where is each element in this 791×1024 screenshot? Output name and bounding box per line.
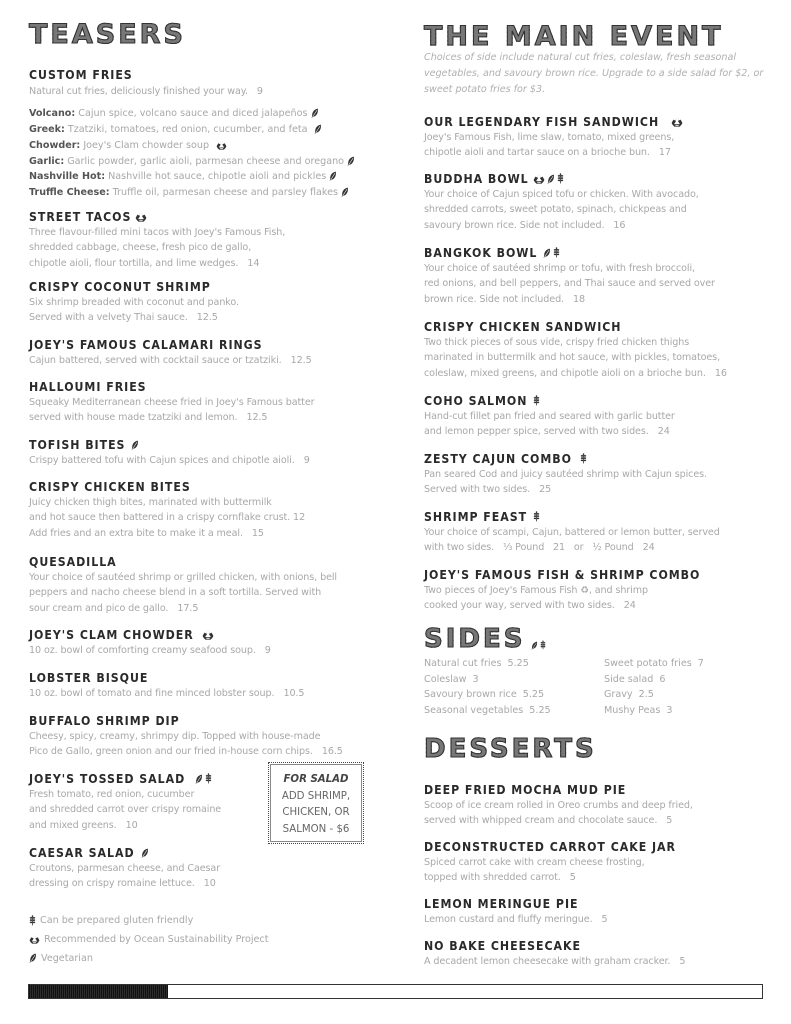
item-description: Cheesy, spicy, creamy, shrimpy dip. Topped with house-made Pico de Gallo, green onion and our fried in-house corn chips. 16.5 <box>29 731 343 758</box>
menu-item-quesadilla <box>29 551 399 616</box>
item-name: CRISPY COCONUT SHRIMP <box>29 279 211 294</box>
vegetarian-icon <box>329 171 337 181</box>
item-price: 16 <box>714 367 727 379</box>
item-name: DEEP FRIED MOCHA MUD PIE <box>424 782 627 797</box>
item-name: JOEY'S FAMOUS FISH & SHRIMP COMBO <box>424 567 701 582</box>
teasers-heading: TEASERS <box>29 19 186 50</box>
item-name: HALLOUMI FRIES <box>29 379 147 394</box>
side-item: Natural cut fries 5.25 <box>424 658 529 669</box>
item-name: ZESTY CAJUN COMBO <box>424 451 572 466</box>
menu-item-clam-chowder <box>29 624 399 658</box>
item-price: 17.5 <box>177 602 199 614</box>
item-name: BANGKOK BOWL <box>424 245 538 260</box>
item-price: 16 <box>613 219 626 231</box>
menu-item-shrimp-feast <box>424 506 774 556</box>
desserts-heading: DESSERTS <box>424 734 597 764</box>
legend-ocean-sustainable: Recommended by Ocean Sustainability Project <box>29 930 399 949</box>
custom-fries-options <box>29 106 399 201</box>
item-price: 15 <box>251 527 264 539</box>
menu-item-coho-salmon <box>424 390 774 440</box>
item-description: Squeaky Mediterranean cheese fried in Joey's Famous batter served with house made tzatziki and lemon. 12.5 <box>29 397 315 424</box>
item-price: 5 <box>666 815 673 827</box>
gluten-friendly-icon <box>29 915 36 926</box>
vegetarian-icon <box>195 774 203 784</box>
menu-item-bangkok-bowl <box>424 242 774 307</box>
item-name: TOFISH BITES <box>29 437 126 452</box>
item-name: LEMON MERINGUE PIE <box>424 896 579 911</box>
item-description: Natural cut fries, deliciously finished your way. 9 <box>29 86 263 97</box>
side-item: Coleslaw 3 <box>424 673 479 685</box>
item-name: JOEY'S TOSSED SALAD <box>29 771 186 786</box>
item-price: 25 <box>539 484 552 496</box>
item-price: 9 <box>264 645 271 656</box>
main-event-intro: Choices of side include natural cut fries, coleslaw, fresh seasonal vegetables, and savoury brown rice. Upgrade to a side salad for $2, or sweet potato fries for $3. <box>424 52 764 95</box>
menu-item-carrot-cake-jar <box>424 836 774 886</box>
menu-item-street-tacos <box>29 206 399 271</box>
legend-gluten-friendly: Can be prepared gluten friendly <box>29 911 399 930</box>
item-name: SHRIMP FEAST <box>424 509 528 524</box>
menu-item-buddha-bowl <box>424 168 774 233</box>
item-description: 10 oz. bowl of comforting creamy seafood soup. 9 <box>29 645 271 656</box>
menu-item-crispy-chicken-sandwich <box>424 316 774 381</box>
legend-vegetarian: Vegetarian <box>29 949 399 968</box>
ocean-sustainable-icon <box>216 140 227 150</box>
item-name: DECONSTRUCTED CARROT CAKE JAR <box>424 839 676 854</box>
item-description: Pan seared Cod and juicy sautéed shrimp with Cajun spices. Served with two sides. 25 <box>424 469 708 496</box>
item-price: 10 <box>203 878 216 890</box>
ocean-sustainable-icon <box>202 629 214 640</box>
side-item: Seasonal vegetables 5.25 <box>424 704 551 716</box>
item-name: BUDDHA BOWL <box>424 171 529 186</box>
gluten-friendly-icon <box>540 640 546 650</box>
item-description: Spiced carrot cake with cream cheese frosting, topped with shredded carrot. 5 <box>424 857 645 884</box>
gluten-friendly-icon <box>533 511 540 522</box>
item-name: NO BAKE CHEESECAKE <box>424 938 581 953</box>
item-price: 12.5 <box>246 412 268 424</box>
item-description: Croutons, parmesan cheese, and Caesar dressing on crispy romaine lettuce. 10 <box>29 863 221 890</box>
fries-option-chowder: Chowder: Joey's Clam chowder soup <box>29 138 399 154</box>
menu-item-crispy-chicken-bites <box>29 476 399 541</box>
item-description: Three flavour-filled mini tacos with Joey's Famous Fish, shredded cabbage, cheese, fresh pico de gallo, chipotle aioli, flour tortilla, and lime wedges. 14 <box>29 227 286 269</box>
item-description: Lemon custard and fluffy meringue. 5 <box>424 914 608 925</box>
item-name: QUESADILLA <box>29 554 117 569</box>
menu-item-calamari-rings <box>29 334 399 368</box>
item-name: OUR LEGENDARY FISH SANDWICH <box>424 114 660 129</box>
item-name: CUSTOM FRIES <box>29 67 133 82</box>
menu-item-tossed-salad <box>29 768 269 833</box>
gluten-friendly-icon <box>205 773 212 784</box>
item-price: 16.5 <box>321 746 343 758</box>
fries-option-nashville-hot: Nashville Hot: Nashville hot sauce, chipotle aioli and pickles <box>29 169 399 185</box>
item-description: Two pieces of Joey's Famous Fish ♻, and shrimp cooked your way, served with two sides. 24 <box>424 585 648 612</box>
item-price: 24 <box>657 426 670 438</box>
item-name: CAESAR SALAD <box>29 845 135 860</box>
vegetarian-icon <box>141 848 149 858</box>
item-description: A decadent lemon cheesecake with graham cracker. 5 <box>424 956 686 967</box>
item-description: Your choice of sautéed shrimp or tofu, with fresh broccoli, red onions, and bell peppers, and Thai sauce and served over brown rice. Side not included. 18 <box>424 263 715 305</box>
gluten-friendly-icon <box>533 395 540 406</box>
side-item: Side salad 6 <box>604 673 666 685</box>
side-item: Sweet potato fries 7 <box>604 658 704 669</box>
item-price: 10 <box>125 819 138 831</box>
item-description: Joey's Famous Fish, lime slaw, tomato, mixed greens, chipotle aioli and tartar sauce on a brioche bun. 17 <box>424 132 675 159</box>
menu-item-lobster-bisque <box>29 667 399 701</box>
item-name: CRISPY CHICKEN SANDWICH <box>424 319 622 334</box>
vegetarian-icon <box>543 248 551 258</box>
sides-section <box>424 624 774 718</box>
salad-addon-callout: FOR SALAD ADD SHRIMP, CHICKEN, OR SALMON - $6 <box>268 762 364 844</box>
item-description: Your choice of scampi, Cajun, battered or lemon butter, served with two sides. ⅓ Pound 21 or ½ Pound 24 <box>424 527 720 554</box>
menu-item-zesty-cajun-combo <box>424 448 774 498</box>
item-price: 24 <box>642 542 655 554</box>
vegetarian-icon <box>311 108 319 118</box>
item-price: 17 <box>658 147 671 159</box>
vegetarian-icon <box>347 156 355 166</box>
menu-item-fish-sandwich <box>424 111 774 161</box>
ocean-sustainable-icon <box>671 116 683 127</box>
item-description: Your choice of Cajun spiced tofu or chicken. With avocado, shredded carrots, sweet potato, spinach, chickpeas and savoury brown rice. Side not included. 16 <box>424 189 699 231</box>
item-price: 12.5 <box>196 312 218 324</box>
item-name: JOEY'S CLAM CHOWDER <box>29 627 194 642</box>
item-description: Scoop of ice cream rolled in Oreo crumbs and deep fried, served with whipped cream and chocolate sauce. 5 <box>424 800 693 827</box>
vegetarian-icon <box>29 953 37 963</box>
footer-progress-fill <box>29 985 168 998</box>
vegetarian-icon <box>341 187 349 197</box>
ocean-sustainable-icon <box>533 173 545 184</box>
item-description: Six shrimp breaded with coconut and panko. Served with a velvety Thai sauce. 12.5 <box>29 297 239 324</box>
menu-item-tofish-bites <box>29 434 399 468</box>
side-item: Savoury brown rice 5.25 <box>424 689 545 700</box>
item-name: CRISPY CHICKEN BITES <box>29 479 191 494</box>
menu-item-no-bake-cheesecake <box>424 935 774 969</box>
fries-option-garlic: Garlic: Garlic powder, garlic aioli, parmesan cheese and oregano <box>29 154 399 170</box>
item-name: BUFFALO SHRIMP DIP <box>29 713 180 728</box>
item-description: Hand-cut fillet pan fried and seared with garlic butter and lemon pepper spice, served with two sides. 24 <box>424 411 675 438</box>
menu-item-lemon-meringue-pie <box>424 893 774 927</box>
item-price: 9 <box>303 455 310 466</box>
ocean-sustainable-icon <box>29 934 40 944</box>
item-price: 9 <box>256 86 263 97</box>
side-item: Mushy Peas 3 <box>604 704 673 716</box>
dietary-legend <box>29 911 399 968</box>
vegetarian-icon <box>547 174 555 184</box>
ocean-sustainable-icon <box>135 211 147 222</box>
vegetarian-icon <box>531 641 538 650</box>
gluten-friendly-icon <box>553 247 560 258</box>
item-price: 24 <box>623 600 636 612</box>
item-description: Fresh tomato, red onion, cucumber and shredded carrot over crispy romaine and mixed greens. 10 <box>29 789 222 831</box>
item-name: COHO SALMON <box>424 393 528 408</box>
vegetarian-icon <box>314 124 322 134</box>
item-price: 5 <box>679 956 686 967</box>
item-name: LOBSTER BISQUE <box>29 670 149 685</box>
item-description: Two thick pieces of sous vide, crispy fried chicken thighs marinated in buttermilk and hot sauce, with pickles, tomatoes, coleslaw, mixed greens, and chipotle aioli on a brioche bun. 16 <box>424 337 727 379</box>
footer-progress-bar <box>28 984 763 999</box>
item-name: JOEY'S FAMOUS CALAMARI RINGS <box>29 337 263 352</box>
item-description: Your choice of sautéed shrimp or grilled chicken, with onions, bell peppers and nacho cheese blend in a soft tortilla. Served with sour cream and pico de gallo. 17.5 <box>29 572 337 614</box>
fries-option-truffle-cheese: Truffle Cheese: Truffle oil, parmesan cheese and parsley flakes <box>29 185 399 201</box>
menu-item-mocha-mud-pie <box>424 779 774 829</box>
sides-heading: SIDES <box>424 624 526 654</box>
item-price: 5 <box>569 872 576 884</box>
menu-item-custom-fries <box>29 64 399 201</box>
item-description: Juicy chicken thigh bites, marinated with buttermilk and hot sauce then battered in a crispy cornflake crust. 12 Add fries and an extra bite to make it a meal. 15 <box>29 497 306 539</box>
menu-item-buffalo-shrimp-dip <box>29 710 399 760</box>
sides-list <box>424 656 774 718</box>
main-event-heading: THE MAIN EVENT <box>424 21 724 52</box>
vegetarian-icon <box>131 440 139 450</box>
menu-item-crispy-coconut-shrimp <box>29 276 399 326</box>
menu-item-halloumi-fries <box>29 376 399 426</box>
item-price: 18 <box>573 293 586 305</box>
item-price: 10.5 <box>283 688 305 699</box>
item-name: STREET TACOS <box>29 209 132 224</box>
item-price: 12.5 <box>290 355 312 366</box>
menu-item-fish-shrimp-combo <box>424 564 774 614</box>
fries-option-volcano: Volcano: Cajun spice, volcano sauce and diced jalapeños <box>29 106 399 122</box>
gluten-friendly-icon <box>580 453 587 464</box>
item-price: 5 <box>601 914 608 925</box>
item-description: Crispy battered tofu with Cajun spices and chipotle aioli. 9 <box>29 455 310 466</box>
menu-item-caesar-salad <box>29 842 269 892</box>
item-description: 10 oz. bowl of tomato and fine minced lobster soup. 10.5 <box>29 688 305 699</box>
gluten-friendly-icon <box>557 173 564 184</box>
fries-option-greek: Greek: Tzatziki, tomatoes, red onion, cucumber, and feta <box>29 122 399 138</box>
item-description: Cajun battered, served with cocktail sauce or tzatziki. 12.5 <box>29 355 312 366</box>
side-item: Gravy 2.5 <box>604 689 654 700</box>
item-price: 14 <box>247 257 260 269</box>
